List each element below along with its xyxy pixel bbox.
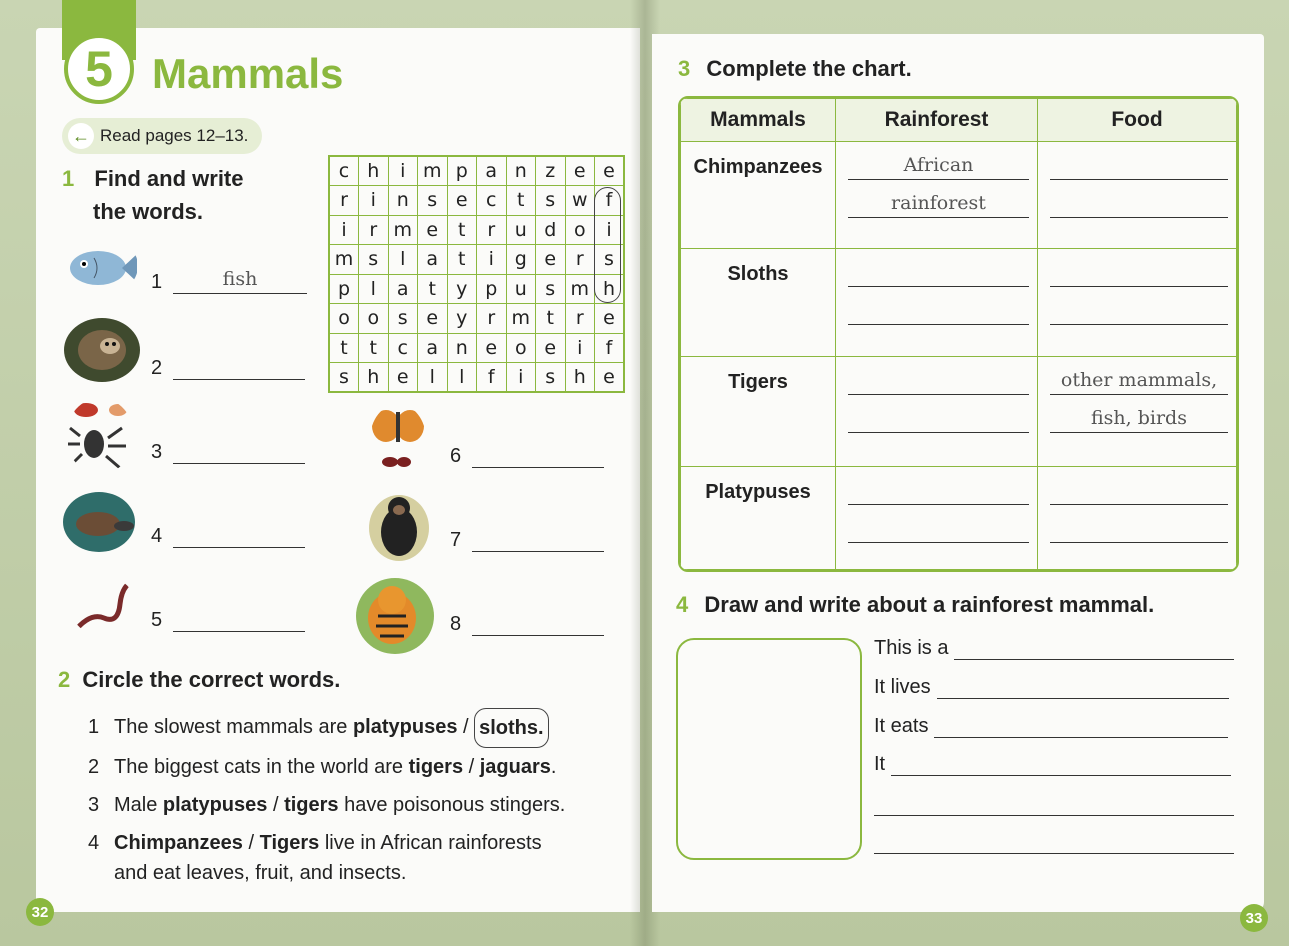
read-pages-note	[62, 118, 262, 154]
page-number-left: 32	[26, 898, 54, 926]
sentence-text: Male	[114, 794, 163, 816]
item-number: 3	[151, 441, 163, 463]
write-row-1	[874, 636, 1234, 660]
answer-item-3	[151, 438, 305, 464]
option-2-circled[interactable]: sloths.	[474, 708, 548, 748]
grid-letter[interactable]: i	[477, 245, 507, 275]
chart-row	[681, 142, 1237, 249]
header-food: Food	[1038, 99, 1237, 142]
answer-item-1	[151, 268, 307, 294]
grid-letter[interactable]: e	[418, 215, 448, 245]
grid-letter[interactable]: e	[418, 304, 448, 334]
write-line[interactable]	[874, 792, 1234, 816]
read-note-text: Read pages 12–13.	[100, 126, 249, 145]
food-line[interactable]	[1050, 186, 1228, 218]
answer-line-2[interactable]	[173, 354, 305, 380]
grid-letter[interactable]: h	[565, 363, 595, 393]
grid-letter[interactable]: p	[329, 274, 359, 304]
grid-letter[interactable]: t	[506, 186, 536, 216]
mammal-name: Chimpanzees	[681, 142, 836, 249]
item-number: 4	[151, 525, 163, 547]
grid-letter[interactable]: e	[565, 156, 595, 186]
item-number: 8	[450, 613, 462, 635]
item-number: 6	[450, 445, 462, 467]
write-line[interactable]	[937, 675, 1229, 699]
separator: /	[463, 756, 480, 778]
sentence-text: and eat leaves, fruit, and insects.	[114, 862, 407, 884]
item-number: 2	[151, 357, 163, 379]
grid-letter[interactable]: c	[329, 156, 359, 186]
grid-letter[interactable]: s	[329, 363, 359, 393]
word-search-grid	[328, 155, 625, 393]
grid-letter[interactable]: r	[477, 304, 507, 334]
exercise4-title-text: Draw and write about a rainforest mammal.	[704, 592, 1155, 617]
fish-icon	[64, 236, 138, 296]
sentence-text: The biggest cats in the world are	[114, 756, 409, 778]
option-1[interactable]: tigers	[408, 756, 464, 778]
rainforest-line[interactable]	[848, 363, 1029, 395]
platypus-icon	[62, 490, 136, 554]
chimpanzee-icon	[366, 490, 432, 562]
drawing-box[interactable]	[676, 638, 862, 860]
grid-letter[interactable]: t	[329, 333, 359, 363]
sentence-2	[88, 748, 565, 786]
food-line[interactable]	[1050, 473, 1228, 505]
unit-title: Mammals	[152, 50, 344, 97]
chart-row	[681, 249, 1237, 357]
item-number: 5	[151, 609, 163, 631]
rainforest-cell	[836, 357, 1038, 467]
food-cell	[1038, 357, 1237, 467]
write-row-5	[874, 792, 1234, 816]
answer-item-8	[450, 610, 604, 636]
grid-letter[interactable]: z	[536, 156, 566, 186]
grid-letter[interactable]: s	[536, 186, 566, 216]
grid-letter[interactable]: a	[418, 333, 448, 363]
grid-letter[interactable]: u	[506, 215, 536, 245]
sentence-3	[88, 786, 565, 824]
grid-letter[interactable]: f	[595, 186, 625, 216]
rainforest-line[interactable]	[848, 293, 1029, 325]
grid-letter[interactable]: a	[418, 245, 448, 275]
exercise2-number: 2	[58, 667, 71, 692]
answer-item-7	[450, 526, 604, 552]
answer-line-6[interactable]	[472, 442, 604, 468]
grid-letter[interactable]: t	[447, 245, 477, 275]
sloth-icon	[62, 316, 142, 384]
grid-letter[interactable]: e	[595, 363, 625, 393]
grid-letter[interactable]: o	[329, 304, 359, 334]
food-line[interactable]	[1050, 293, 1228, 325]
item-number: 7	[450, 529, 462, 551]
rainforest-line[interactable]	[848, 473, 1029, 505]
butterfly-ant-icon	[370, 404, 426, 474]
answer-line-8[interactable]	[472, 610, 604, 636]
grid-letter[interactable]: s	[595, 245, 625, 275]
grid-letter[interactable]: e	[388, 363, 418, 393]
food-cell	[1038, 142, 1237, 249]
grid-letter[interactable]: s	[388, 304, 418, 334]
answer-line-5[interactable]	[173, 606, 305, 632]
grid-letter[interactable]: c	[477, 186, 507, 216]
rainforest-line[interactable]	[848, 255, 1029, 287]
grid-letter[interactable]: l	[418, 363, 448, 393]
grid-row	[329, 274, 624, 304]
grid-letter[interactable]: e	[447, 186, 477, 216]
grid-letter[interactable]: r	[329, 186, 359, 216]
grid-row	[329, 333, 624, 363]
grid-letter[interactable]: a	[388, 274, 418, 304]
write-row-6	[874, 830, 1234, 854]
separator: /	[242, 832, 260, 854]
grid-letter[interactable]: f	[595, 333, 625, 363]
food-line[interactable]	[1050, 148, 1228, 180]
chart-row	[681, 357, 1237, 467]
food-line[interactable]	[1050, 511, 1228, 543]
page-number-right: 33	[1240, 904, 1268, 932]
option-1[interactable]: Chimpanzees	[114, 832, 243, 854]
exercise1-title-line1: Find and write	[94, 166, 244, 191]
answer-item-2	[151, 354, 305, 380]
grid-letter[interactable]: t	[359, 333, 389, 363]
option-1[interactable]: platypuses	[162, 794, 268, 816]
grid-letter[interactable]: f	[477, 363, 507, 393]
rainforest-cell	[836, 467, 1038, 570]
tiger-icon	[356, 578, 434, 654]
grid-row	[329, 215, 624, 245]
item-number: 1	[151, 271, 163, 293]
sentence-number: 4	[88, 832, 100, 854]
grid-letter[interactable]: t	[418, 274, 448, 304]
sentence-end: have poisonous stingers.	[338, 794, 566, 816]
header-rainforest: Rainforest	[836, 99, 1038, 142]
grid-letter[interactable]: n	[388, 186, 418, 216]
grid-letter[interactable]: h	[359, 363, 389, 393]
exercise3-title	[678, 56, 912, 82]
rainforest-cell	[836, 249, 1038, 357]
grid-letter[interactable]: r	[565, 245, 595, 275]
sentence-number: 3	[88, 794, 100, 816]
sentence-text: The slowest mammals are	[114, 716, 353, 738]
write-line[interactable]	[891, 752, 1231, 776]
grid-letter[interactable]: o	[359, 304, 389, 334]
grid-letter[interactable]: y	[447, 304, 477, 334]
food-cell	[1038, 467, 1237, 570]
grid-letter[interactable]: s	[536, 363, 566, 393]
exercise2-title-text: Circle the correct words.	[82, 667, 341, 692]
grid-letter[interactable]: e	[536, 333, 566, 363]
grid-letter[interactable]: e	[477, 333, 507, 363]
grid-letter[interactable]: y	[447, 274, 477, 304]
grid-letter[interactable]: r	[359, 215, 389, 245]
grid-row	[329, 245, 624, 275]
exercise4-number: 4	[676, 592, 689, 617]
header-mammals: Mammals	[681, 99, 836, 142]
food-line[interactable]	[1050, 255, 1228, 287]
option-2[interactable]: jaguars	[479, 756, 551, 778]
exercise1-title	[62, 166, 244, 192]
answer-circle-fish	[594, 187, 621, 303]
grid-letter[interactable]: c	[388, 333, 418, 363]
insects-icon	[66, 398, 134, 474]
grid-letter[interactable]: i	[388, 156, 418, 186]
grid-letter[interactable]: i	[565, 333, 595, 363]
circle-words-list	[88, 708, 565, 892]
grid-row	[329, 363, 624, 393]
grid-letter[interactable]: m	[418, 156, 448, 186]
sentence-number: 1	[88, 716, 100, 738]
arrow-left-icon: ←	[68, 123, 94, 149]
write-row-4	[874, 752, 1231, 776]
rainforest-line[interactable]: rainforest	[848, 186, 1029, 218]
grid-letter[interactable]: p	[447, 156, 477, 186]
grid-letter[interactable]: e	[595, 156, 625, 186]
rainforest-line[interactable]	[848, 511, 1029, 543]
grid-letter[interactable]: l	[359, 274, 389, 304]
mammal-name: Tigers	[681, 357, 836, 467]
grid-letter[interactable]: o	[565, 215, 595, 245]
grid-letter[interactable]: s	[418, 186, 448, 216]
grid-letter[interactable]: p	[477, 274, 507, 304]
exercise1-number: 1	[62, 166, 75, 191]
grid-letter[interactable]: r	[477, 215, 507, 245]
grid-row	[329, 304, 624, 334]
grid-letter[interactable]: m	[388, 215, 418, 245]
write-line[interactable]	[954, 636, 1234, 660]
grid-letter[interactable]: h	[359, 156, 389, 186]
grid-letter[interactable]: r	[565, 304, 595, 334]
mammal-name: Sloths	[681, 249, 836, 357]
option-1[interactable]: platypuses	[352, 716, 458, 738]
write-line[interactable]	[934, 714, 1228, 738]
answer-item-4	[151, 522, 305, 548]
grid-letter[interactable]: i	[329, 215, 359, 245]
grid-letter[interactable]: e	[595, 304, 625, 334]
unit-number: 5	[64, 34, 134, 104]
separator: /	[267, 794, 285, 816]
rainforest-cell	[836, 142, 1038, 249]
grid-letter[interactable]: h	[595, 274, 625, 304]
answer-line-1[interactable]: fish	[173, 268, 307, 294]
exercise3-title-text: Complete the chart.	[706, 56, 912, 81]
write-row-2	[874, 675, 1229, 699]
grid-letter[interactable]: s	[359, 245, 389, 275]
grid-letter[interactable]: i	[359, 186, 389, 216]
grid-letter[interactable]: n	[447, 333, 477, 363]
grid-letter[interactable]: m	[506, 304, 536, 334]
grid-letter[interactable]: i	[506, 363, 536, 393]
grid-letter[interactable]: m	[329, 245, 359, 275]
grid-letter[interactable]: l	[388, 245, 418, 275]
grid-letter[interactable]: e	[536, 245, 566, 275]
grid-letter[interactable]: t	[447, 215, 477, 245]
grid-row	[329, 186, 624, 216]
prompt-text: It eats	[874, 715, 929, 737]
mammals-chart	[678, 96, 1239, 572]
sentence-end: .	[550, 756, 557, 778]
exercise1-title-line2: the words.	[93, 199, 204, 224]
grid-letter[interactable]: u	[506, 274, 536, 304]
sentence-1	[88, 708, 565, 748]
answer-line-3[interactable]	[173, 438, 305, 464]
sentence-end: live in African rainforests	[319, 832, 542, 854]
grid-letter[interactable]: d	[536, 215, 566, 245]
exercise3-number: 3	[678, 56, 691, 81]
prompt-text: It	[874, 753, 886, 775]
prompt-text: This is a	[874, 637, 949, 659]
mammal-name: Platypuses	[681, 467, 836, 570]
answer-line-4[interactable]	[173, 522, 305, 548]
grid-letter[interactable]: o	[506, 333, 536, 363]
chart-row	[681, 467, 1237, 570]
answer-item-5	[151, 606, 305, 632]
grid-row	[329, 156, 624, 186]
prompt-text: It lives	[874, 676, 931, 698]
answer-item-6	[450, 442, 604, 468]
exercise4-title	[676, 592, 1154, 618]
rainforest-line[interactable]: African	[848, 148, 1029, 180]
write-line[interactable]	[874, 830, 1234, 854]
grid-letter[interactable]: g	[506, 245, 536, 275]
grid-letter[interactable]: l	[447, 363, 477, 393]
option-2[interactable]: tigers	[284, 794, 339, 816]
grid-letter[interactable]: a	[477, 156, 507, 186]
grid-letter[interactable]: w	[565, 186, 595, 216]
food-line[interactable]: fish, birds	[1050, 401, 1228, 433]
sentence-number: 2	[88, 756, 100, 778]
separator: /	[457, 716, 475, 738]
answer-line-7[interactable]	[472, 526, 604, 552]
exercise2-title	[58, 667, 340, 693]
grid-letter[interactable]: n	[506, 156, 536, 186]
worm-icon	[70, 576, 136, 636]
food-cell	[1038, 249, 1237, 357]
grid-letter[interactable]: s	[536, 274, 566, 304]
write-row-3	[874, 714, 1228, 738]
food-line[interactable]: other mammals,	[1050, 363, 1228, 395]
grid-letter[interactable]: t	[536, 304, 566, 334]
option-2[interactable]: Tigers	[259, 832, 320, 854]
rainforest-line[interactable]	[848, 401, 1029, 433]
grid-letter[interactable]: m	[565, 274, 595, 304]
grid-letter[interactable]: i	[595, 215, 625, 245]
